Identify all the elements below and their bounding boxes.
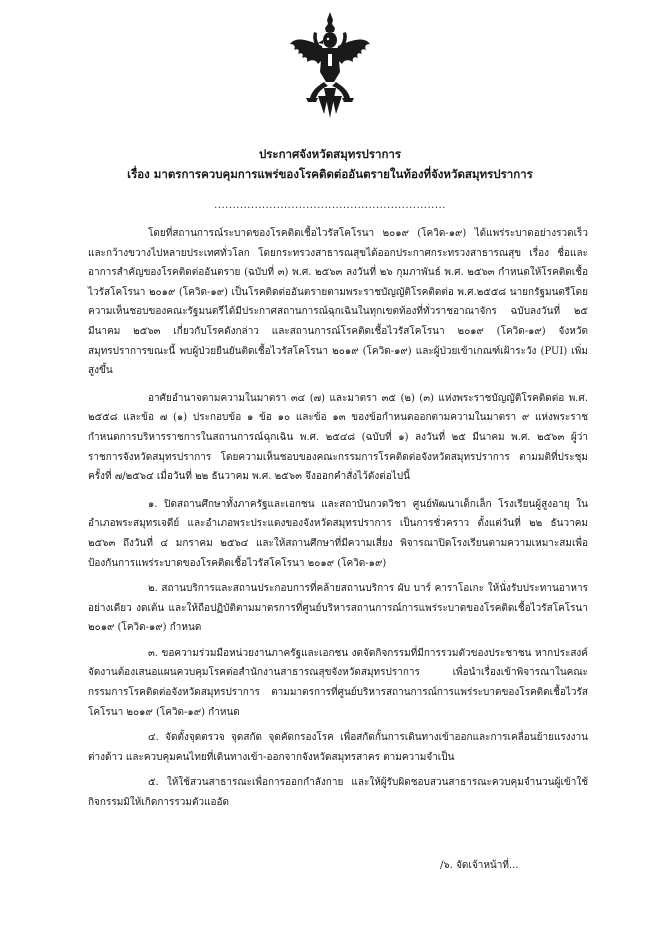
order-item-2: ๒. สถานบริการและสถานประกอบการที่คล้ายสถานบริการ ผับ บาร์ คาราโอเกะ ให้นั่งรับประทานอาหารอย่างเดียว งดเต้น และให้ถือปฏิบัติตามมาตรการที่ศูนย์บริหารสถานการณ์การแพร่ระบาดของโรคติดเชื้อไวรัสโคโรนา ๒๐๑๙ (โควิด-๑๙) กำหนด	[88, 583, 588, 634]
separator-line: ...............................................................	[214, 200, 446, 211]
announcement-body	[88, 224, 588, 819]
body-paragraph-authority: อาศัยอำนาจตามความในมาตรา ๓๔ (๗) และมาตรา ๓๕ (๒) (๓) แห่งพระราชบัญญัติโรคติดต่อ พ.ศ. ๒๕๕๘ และข้อ ๗ (๑) ประกอบข้อ ๑ ข้อ ๑๐ และข้อ ๑๓ ของข้อกำหนดออกตามความในมาตรา ๙ แห่งพระราชกำหนดการบริหารราชการในสถานการณ์ฉุกเฉิน พ.ศ. ๒๕๔๘ (ฉบับที่ ๑) ลงวันที่ ๒๕ มีนาคม พ.ศ. ๒๕๖๓ ผู้ว่าราชการจังหวัดสมุทรปราการ โดยความเห็นชอบของคณะกรรมการโรคติดต่อจังหวัดสมุทรปราการ ตามมติที่ประชุมครั้งที่ ๗/๒๕๖๔ เมื่อวันที่ ๒๒ ธันวาคม พ.ศ. ๒๕๖๓ จึงออกคำสั่งไว้ดังต่อไปนี้	[88, 392, 588, 483]
order-item-1: ๑. ปิดสถานศึกษาทั้งภาครัฐและเอกชน และสถาบันกวดวิชา ศูนย์พัฒนาเด็กเล็ก โรงเรียนผู้สูงอายุ ในอำเภอพระสมุทรเจดีย์ และอำเภอพระประแดงของจังหวัดสมุทรปราการ เป็นการชั่วคราว ตั้งแต่วันที่ ๒๒ ธันวาคม ๒๕๖๓ ถึงวันที่ ๔ มกราคม ๒๕๖๔ และให้สถานศึกษาที่มีความเสี่ยง พิจารณาปิดโรงเรียนตามความเหมาะสมเพื่อป้องกันการแพร่ระบาดของโรคติดเชื้อไวรัสโคโรนา ๒๐๑๙ (โควิด-๑๙)	[88, 498, 588, 569]
order-item-4: ๔. จัดตั้งจุดตรวจ จุดสกัด จุดคัดกรองโรค เพื่อสกัดกั้นการเดินทางเข้าออกและการเคลื่อนย้ายแรงงานต่างด้าว และควบคุมคนไทยที่เดินทางเข้า-ออกจากจังหวัดสมุทรสาคร ตามความจำเป็น	[88, 732, 588, 763]
order-item-3: ๓. ขอความร่วมมือหน่วยงานภาครัฐและเอกชน งดจัดกิจกรรมที่มีการรวมตัวของประชาชน หากประสงค์จัดงานต้องเสนอแผนควบคุมโรคต่อสำนักงานสาธารณสุขจังหวัดสมุทรปราการ เพื่อนำเรื่องเข้าพิจารณาในคณะกรรมการโรคติดต่อจังหวัดสมุทรปราการ ตามมาตรการที่ศูนย์บริหารสถานการณ์การแพร่ระบาดของโรคติดเชื้อไวรัสโคโรนา ๒๐๑๙ (โควิด-๑๙) กำหนด	[88, 647, 588, 718]
page-continuation: /๖. จัดเจ้าหน้าที่...	[440, 860, 519, 871]
order-item-5: ๕. ให้ใช้สวนสาธารณะเพื่อการออกกำลังกาย และให้ผู้รับผิดชอบสวนสาธารณะควบคุมจำนวนผู้เข้าใช้กิจกรรมมิให้เกิดการรวมตัวแออัด	[88, 777, 588, 809]
garuda-emblem-icon	[288, 10, 372, 126]
announcement-title: ประกาศจังหวัดสมุทรปราการ	[258, 147, 402, 161]
body-paragraph-preamble: โดยที่สถานการณ์ระบาดของโรคติดเชื้อไวรัสโคโรนา ๒๐๑๙ (โควิด-๑๙) ได้แพร่ระบาดอย่างรวดเร็วและกว้างขวางไปหลายประเทศทั่วโลก โดยกระทรวงสาธารณสุขได้ออกประกาศกระทรวงสาธารณสุข เรื่อง ชื่อและอาการสำคัญของโรคติดต่ออันตราย (ฉบับที่ ๓) พ.ศ. ๒๕๖๓ ลงวันที่ ๒๖ กุมภาพันธ์ พ.ศ. ๒๕๖๓ กำหนดให้โรคติดเชื้อไวรัสโคโรนา ๒๐๑๙ (โควิด-๑๙) เป็นโรคติดต่ออันตรายตามพระราชบัญญัติโรคติดต่อ พ.ศ.๒๕๕๘ นายกรัฐมนตรีโดยความเห็นชอบของคณะรัฐมนตรีได้มีประกาศสถานการณ์ฉุกเฉินในทุกเขตท้องที่ทั่วราชอาณาจักร ฉบับลงวันที่ ๒๕ มีนาคม ๒๕๖๓ เกี่ยวกับโรคดังกล่าว และสถานการณ์โรคติดเชื้อไวรัสโคโรนา ๒๐๑๙ (โควิด-๑๙) จังหวัดสมุทรปราการขณะนี้ พบผู้ป่วยยืนยันติดเชื้อไวรัสโคโรนา ๒๐๑๙ (โควิด-๑๙) และผู้ป่วยเข้าเกณฑ์เฝ้าระวัง (PUI) เพิ่มสูงขึ้น	[88, 228, 588, 377]
announcement-subject: เรื่อง มาตรการควบคุมการแพร่ของโรคติดต่ออันตรายในท้องที่จังหวัดสมุทรปราการ	[127, 167, 533, 181]
